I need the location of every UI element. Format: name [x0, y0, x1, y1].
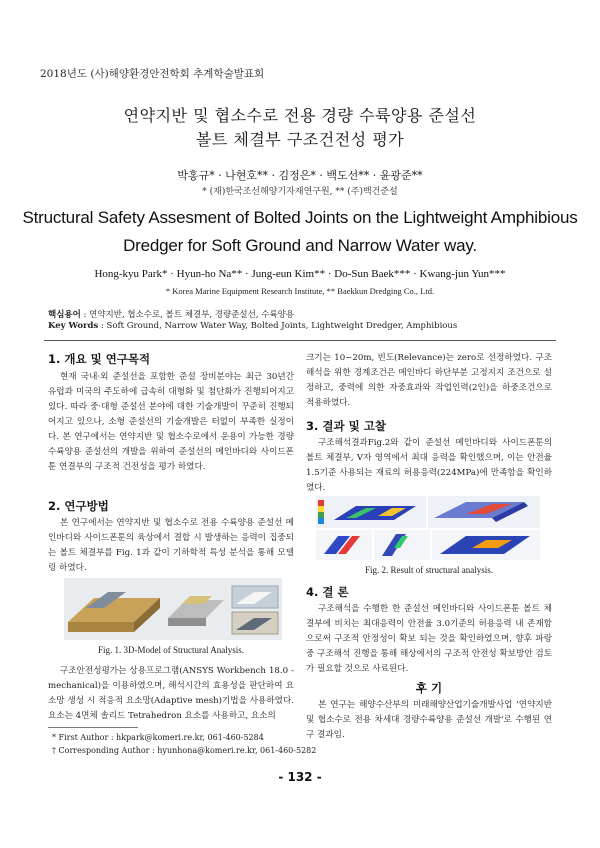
figure-1-3d-model: [64, 578, 282, 640]
section-1-heading: 1. 개요 및 연구목적: [48, 352, 151, 366]
page-number: - 132 -: [278, 770, 322, 784]
footnote-corresponding-author: † Corresponding Author : hyunhona@komeri.re.kr, 061-460-5282: [52, 746, 317, 755]
title-english: [0, 204, 600, 260]
title-korean-line2: 볼트 체결부 구조건전성 평가: [195, 130, 405, 149]
section-2-heading: 2. 연구방법: [48, 499, 109, 513]
acknowledgement-body: 본 연구는 해양수산부의 미래해양산업기술개발사업 '연약지반 및 협소수로 전용 차세대 경량수륙양용 준설선 개발'로 수행된 연구 결과임.: [306, 700, 552, 740]
right-column-intro: 크기는 10~20m, 빈도(Relevance)는 zero로 선정하였다. 구조해석을 위한 경계조건은 메인바디 하단부분 고정지지 조건으로 설정하고, 중력에 의한 자중효과와 작업인력(2인)을 하중조건으로 적용하였다.: [306, 353, 552, 408]
figure-1-image: [64, 578, 282, 640]
keywords-english-label: Key Words: [48, 321, 99, 331]
affiliation-english: * Korea Marine Equipment Research Institute, ** Baekkun Dredging Co., Ltd.: [165, 286, 435, 296]
section-3-body: 구조해석결과Fig.2와 같이 준설선 메인바디와 사이드폰툰의 볼트 체결부, V자 영역에서 최대 응력을 확인했으며, 이는 안전율 1.5기준 사용되는 재료의 허용응력(224MPa)에 만족함을 확인하였다.: [306, 438, 552, 493]
title-korean: [0, 104, 600, 152]
conference-header: 2018년도 (사)해양환경안전학회 추계학술발표회: [40, 68, 265, 80]
section-2-body: 본 연구에서는 연약지반 및 협소수로 전용 수륙양용 준설선 메인바디와 사이드폰툰의 육상에서 결합 시 발생하는 응력이 집중되는 볼트 체결부를 Fig. 1과 같이 기하학적 특성 분석을 통해 모델링 하였다.: [48, 518, 294, 573]
section-4-body: 구조해석을 수행한 한 준설선 메인바디와 사이드폰툰 볼트 체결부에 비치는 최대응력이 안전율 3.0기준의 허용응력 내 존재함으로써 구조적 안정성이 확보 되는 것을 확인하였으며, 향후 파랑 중 구조해석 진행을 통해 해상에서의 구조적 안전성 확보방안 검토가 필요할 것으로 사료된다.: [306, 604, 552, 674]
keywords-korean-label: 핵심용어: [48, 310, 81, 320]
keywords-english: [48, 321, 457, 331]
figure-2-image: [316, 496, 540, 560]
keywords-korean-text: : 연약지반, 협소수로, 볼트 체결부, 경량준설선, 수륙양용: [80, 310, 295, 320]
figure-1-caption: Fig. 1. 3D-Model of Structural Analysis.: [98, 645, 244, 655]
figure-2-caption: Fig. 2. Result of structural analysis.: [365, 565, 493, 575]
footnote-first-author: * First Author : hkpark@komeri.re.kr, 061-460-5284: [52, 733, 264, 742]
keywords-korean: [48, 308, 294, 320]
title-korean-line1: 연약지반 및 협소수로 전용 경량 수륙양용 준설선: [123, 106, 477, 125]
figure-2-analysis-result: [316, 496, 540, 560]
section-4-heading: 4. 결 론: [306, 585, 349, 599]
title-english-line1: Structural Safety Assesment of Bolted Joints on the Lightweight Amphibious: [22, 208, 578, 227]
section-1-body: 현재 국내·외 준설선을 포함한 준설 장비분야는 최근 30년간 유럽과 미국의 주도하에 급속히 대형화 및 첨단화가 진행되어지고 있다. 따라 중·대형 준설선 분야에 대한 기술개발이 꾸준히 진행되어지고 있으나, 소형 준설선의 기술개발은 터없이 부족한 실정이다. 본 연구에서는 연약지반 및 협소수로에서 운용이 가능한 경량 수륙양용 준설선의 개발을 위하여 준설선의 메인바디와 사이드폰툰 연결부의 구조적 건전성을 평가 하였다.: [48, 372, 294, 472]
authors-korean: 박홍규* · 나현호** · 김정은* · 백도선** · 윤광준**: [177, 169, 423, 182]
divider: [44, 340, 556, 341]
footnote-divider: [48, 727, 138, 728]
affiliation-korean: * (재)한국조선해양기자재연구원, ** (주)백건준설: [202, 187, 398, 197]
section-3-heading: 3. 결과 및 고찰: [306, 419, 386, 433]
authors-english: Hong-kyu Park* · Hyun-ho Na** · Jung-eun Kim** · Do-Sun Baek*** · Kwang-jun Yun***: [94, 268, 506, 280]
section-2-continued: 구조안전성평가는 상용프로그램(ANSYS Workbench 18.0 - mechanical)을 이용하였으며, 해석시간의 효용성을 판단하여 요소망 생성 시 적응적 요소망(Adaptive mesh)기법을 사용하였다. 요소는 4면체 솔리드 Tetrahedron 요소를 사용하고, 요소의: [48, 666, 294, 721]
keywords-english-text: : Soft Ground, Narrow Water Way, Bolted Joints, Lightweight Dredger, Amphibious: [98, 321, 458, 331]
acknowledgement-heading: 후 기: [415, 681, 443, 695]
title-english-line2: Dredger for Soft Ground and Narrow Water way.: [123, 236, 477, 255]
